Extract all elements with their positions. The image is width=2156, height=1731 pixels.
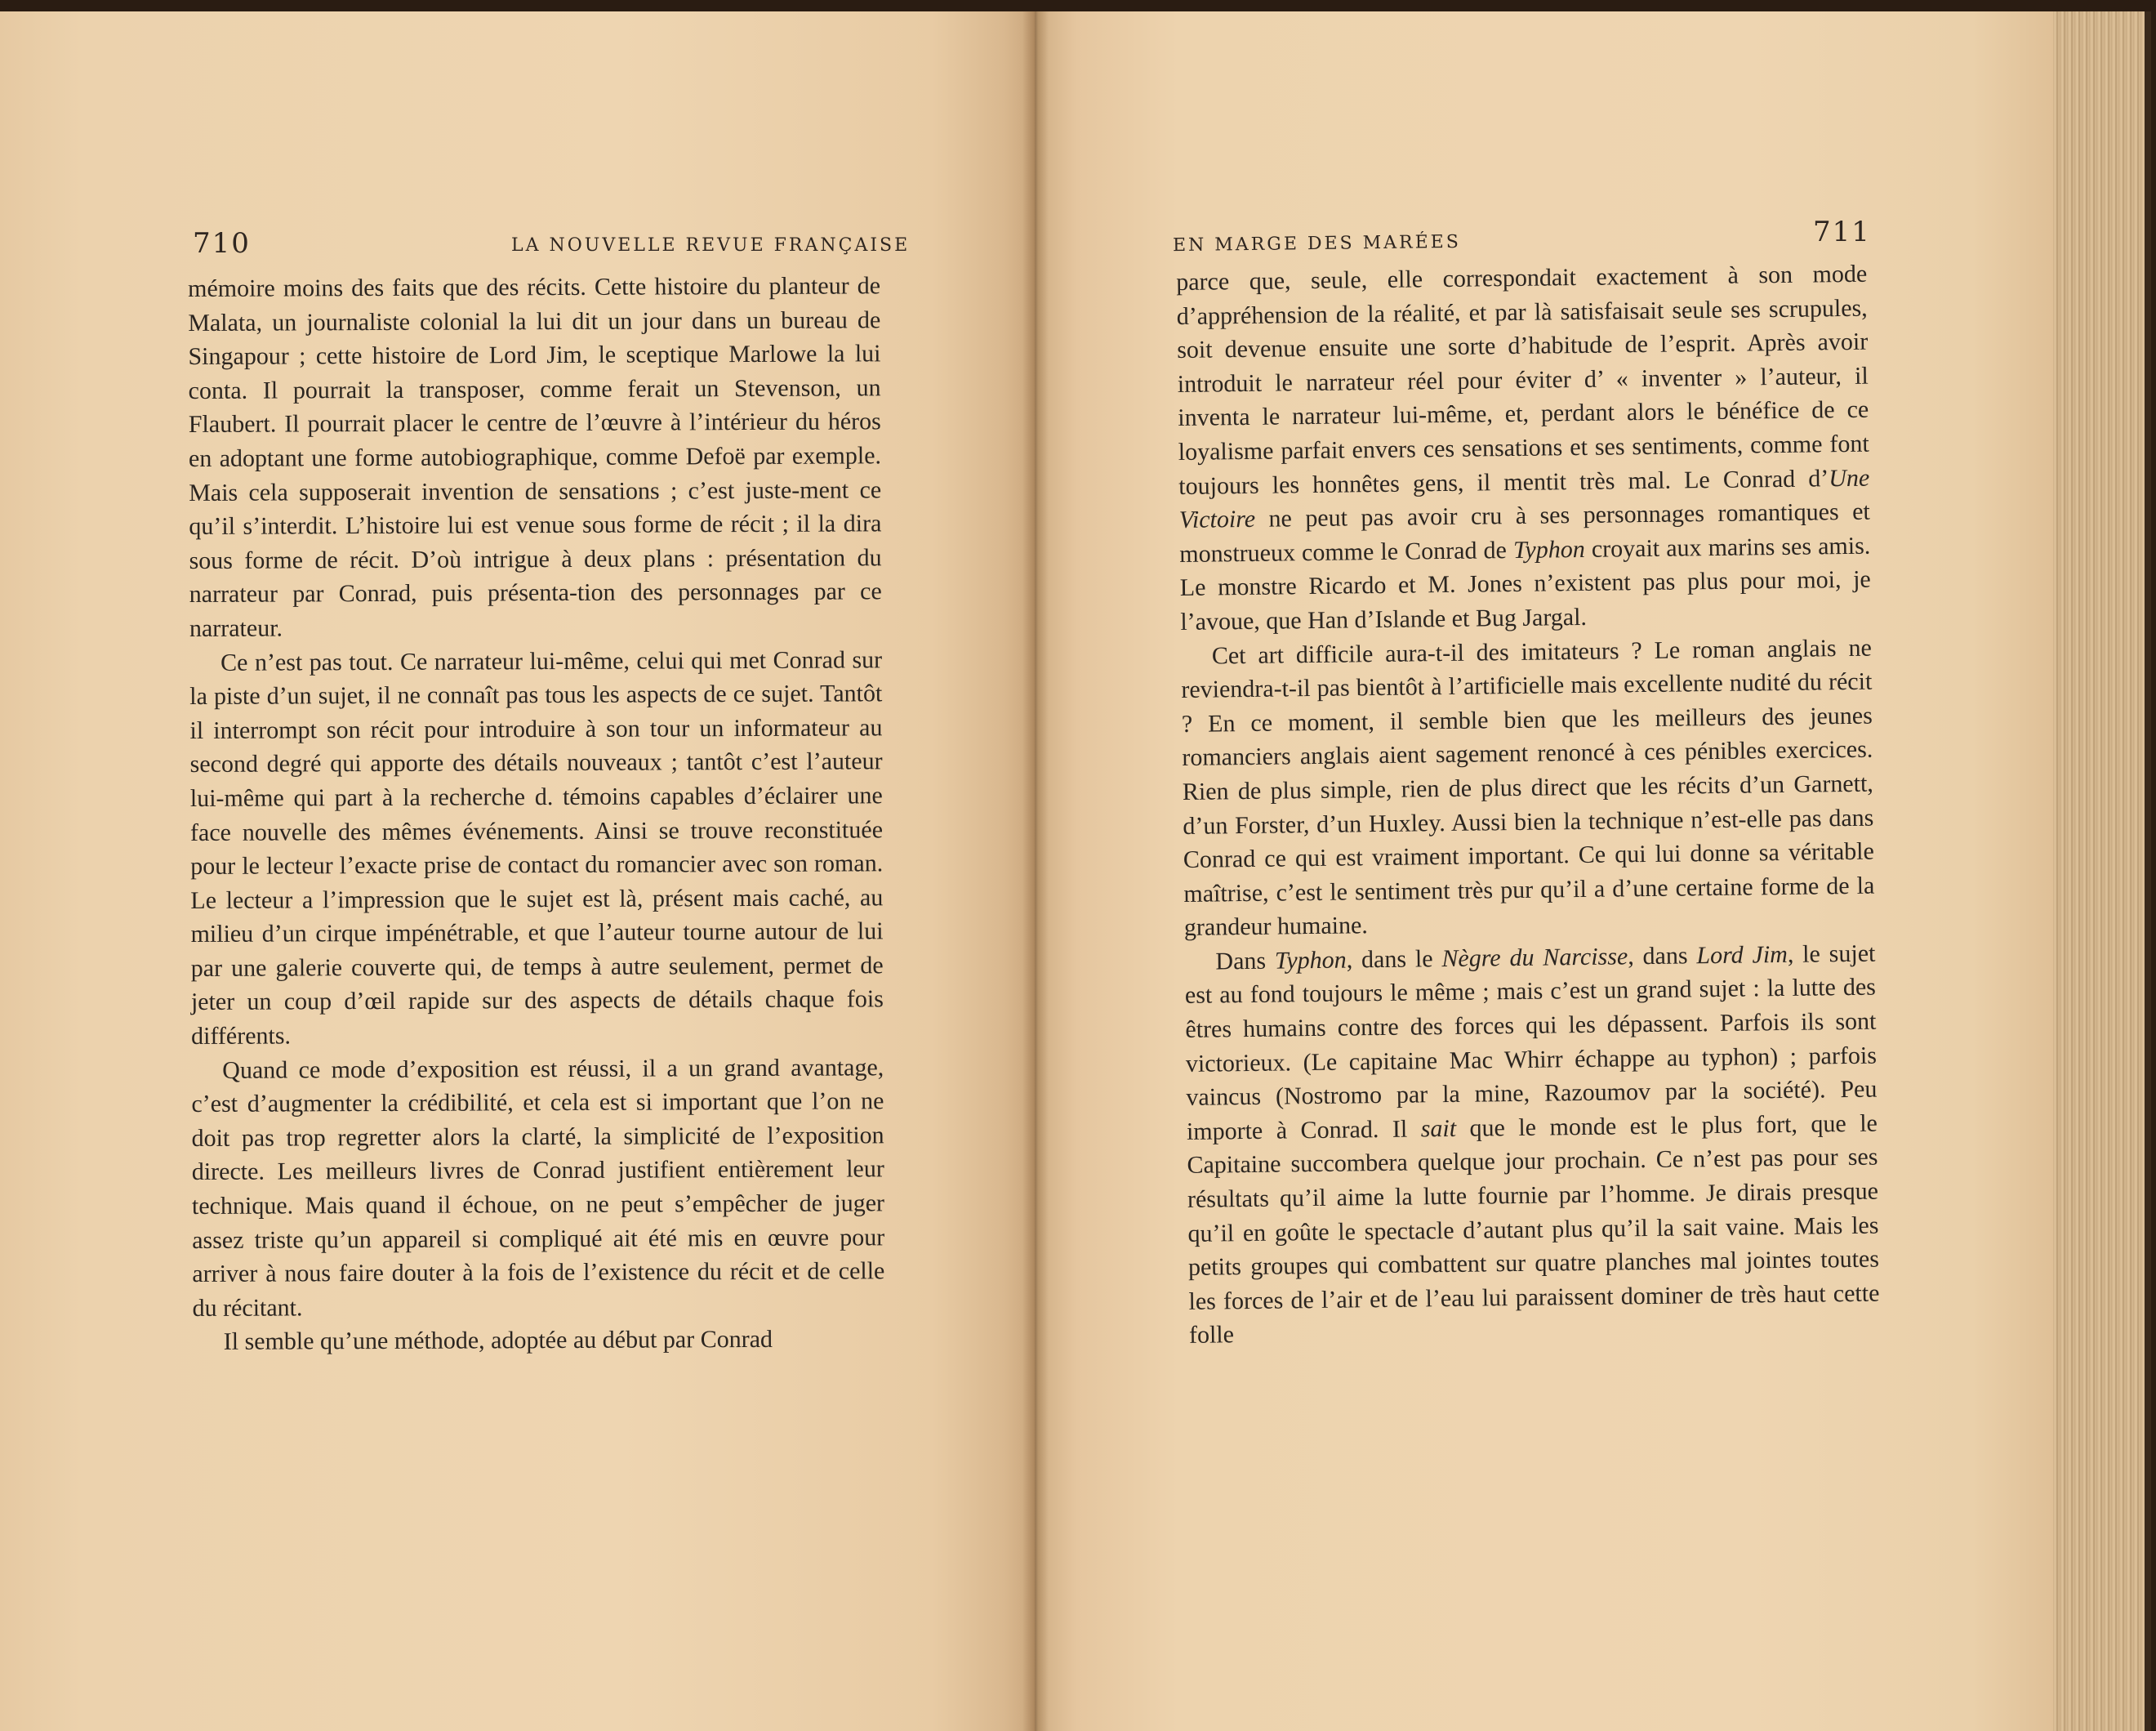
paragraph: Dans Typhon, dans le Nègre du Narcisse, dans Lord Jim, le sujet est au fond toujours le même ; mais c’est un grand sujet : la lutte des êtres humains contre des forces qui les dépassent. Parfois ils sont victorieux. (Le capitaine Mac Whirr échappe au typhon) ; parfois vaincus (Nostromo par la mine, Razoumov par la société). Peu importe à Conrad. Il sait que le monde est le plus fort, que le Capitaine succombera quelque jour prochain. Ce n’est pas pour ses résultats qu’il aime la lutte fournie par l’homme. Je dirais presque qu’il en goûte le spectacle d’autant plus qu’il la sait vaine. Mais les petits groupes qui combattent sur quatre planches mal jointes toutes les forces de l’air et de l’eau lui paraissent dominer de très haut cette folle (1184, 939, 1880, 1350)
page-edges (2053, 11, 2151, 1731)
left-page-number: 710 (193, 227, 251, 260)
book-gutter (1022, 11, 1049, 1731)
right-running-head: EN MARGE DES MARÉES (1172, 231, 1461, 257)
paragraph: Ce n’est pas tout. Ce narrateur lui-même, celui qui met Conrad sur la piste d’un sujet, il ne connaît pas tous les aspects de ce sujet. Tantôt il interrompt son récit pour introduire à son tour un informateur au second degré qui apporte des détails nouveaux ; tantôt c’est l’auteur lui-même qui part à la recherche d. témoins capables d’éclairer une face nouvelle des mêmes événements. Ainsi se trouve reconstituée pour le lecteur l’exacte prise de contact du romancier avec son roman. Le lecteur a l’impression que le sujet est là, présent mais caché, au milieu d’un cirque impénétrable, et que l’auteur tourne autour de lui par une galerie couverte qui, de temps à autre seulement, permet de jeter un coup d’œil rapide sur des aspects de détails chaque fois différents. (189, 645, 884, 1051)
paragraph: mémoire moins des faits que des récits. Cette histoire du planteur de Malata, un journaliste colonial la lui dit un jour dans un bureau de Singapour ; cette histoire de Lord Jim, le sceptique Marlowe la lui conta. Il pourrait la transposer, comme ferait un Stevenson, un Flaubert. Il pourrait placer le centre de l’œuvre à l’intérieur du héros en adoptant une forme autobiographique, comme Defoë par exemple. Mais cela supposerait invention de sensations ; c’est juste-ment ce qu’il s’interdit. L’histoire lui est venue sous forme de récit ; il la dira sous forme de récit. D’où intrigue à deux plans : présentation du narrateur par Conrad, puis présenta-tion des personnages par ce narrateur. (188, 272, 882, 642)
paragraph: Cet art difficile aura-t-il des imitateurs ? Le roman anglais ne reviendra-t-il pas bientôt à l’artificielle mais excellente nudité du récit ? En ce moment, il semble bien que les meilleurs des jeunes romanciers anglais aient sagement renoncé à ces pénibles exercices. Rien de plus simple, rien de plus direct que les récits d’un Garnett, d’un Forster, d’un Huxley. Aussi bien la technique n’est-elle pas dans Conrad ce qui est vraiment important. Ce qui lui donne sa véritable maîtrise, c’est le sentiment très pur qu’il a d’une certaine forme de la grandeur humaine. (1181, 634, 1875, 942)
paragraph: Quand ce mode d’exposition est réussi, il a un grand avantage, c’est d’augmenter la crédibilité, et cela est si important que l’on ne doit pas trop regretter alors la clarté, la simplicité de l’exposition directe. Les meilleurs livres de Conrad justifient entièrement leur technique. Mais quand il échoue, on ne peut s’empêcher de juger assez triste qu’un appareil si compliqué ait été mis en œuvre pour arriver à nous faire douter à la fois de l’existence du récit et de celle du récitant. (191, 1053, 885, 1322)
right-page-number: 711 (1813, 216, 1871, 248)
right-page-text (1176, 257, 1880, 1353)
left-running-head: LA NOUVELLE REVUE FRANÇAISE (511, 235, 911, 256)
paragraph: parce que, seule, elle correspondait exactement à son mode d’appréhension de la réalité, et par là satisfaisait seule ses scrupules, soit devenue ensuite une sorte d’habitude de l’esprit. Après avoir introduit le narrateur réel pour éviter d’ « inventer » l’auteur, il inventa le narrateur lui-même, et, perdant alors le bénéfice de ce loyalisme parfait envers ces sensations et ses sentiments, comme font toujours les honnêtes gens, il mentit très mal. Le Conrad d’Une Victoire ne peut pas avoir cru à ses personnages romantiques et monstrueux comme le Conrad de Typhon croyait aux marins ses amis. Le monstre Ricardo et M. Jones n’existent pas plus pour moi, je l’avoue, que Han d’Islande et Bug Jargal. (1176, 260, 1871, 636)
paragraph: Il semble qu’une méthode, adoptée au début par Conrad (223, 1326, 773, 1356)
left-page-text (188, 269, 885, 1359)
